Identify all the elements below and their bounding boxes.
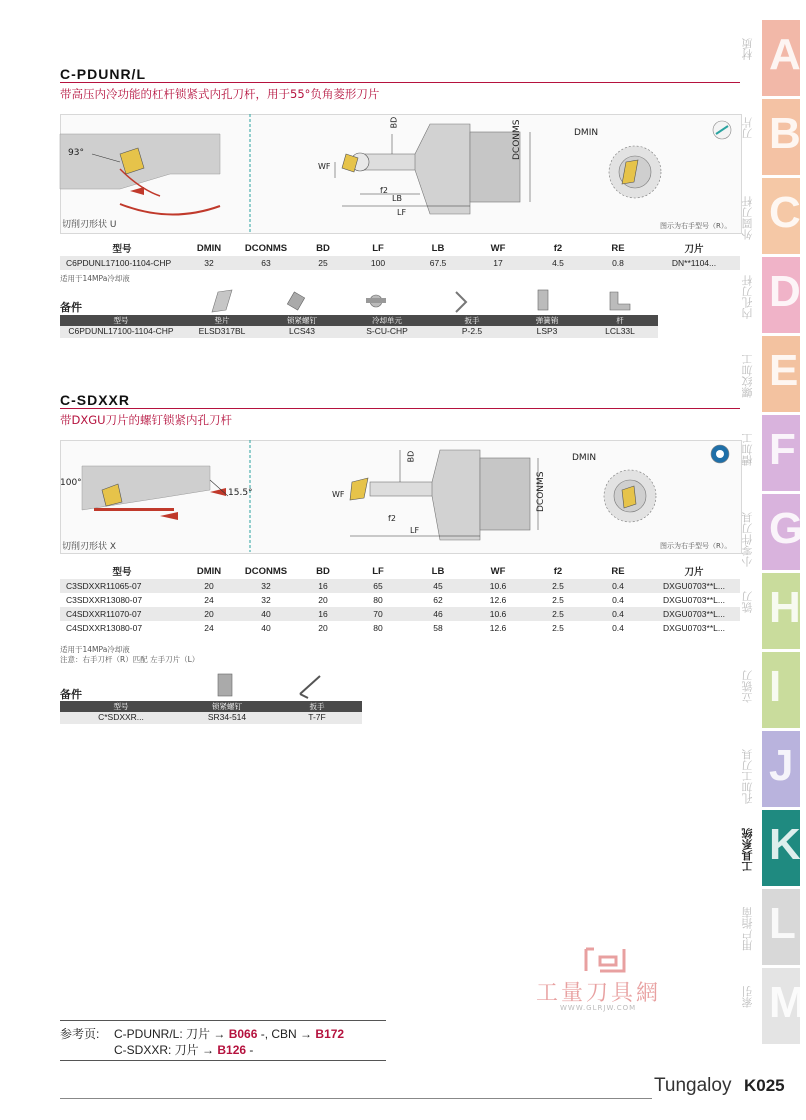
col-lb: LB [431,242,445,254]
cell: 80 [373,623,383,633]
tab-label: 铣刀 [741,591,754,613]
section2-rule [60,408,740,409]
watermark-text: 工量刀具網 [536,981,662,1006]
cell: C3SDXXR13080-07 [66,595,143,605]
col-f2: f2 [553,242,563,254]
col-lf: LF [372,565,384,577]
side-tab-j[interactable] [741,731,800,807]
tab-letter: J [769,741,794,790]
col-bd: BD [316,565,330,577]
tab-letter: A [769,30,801,79]
cell: DXGU0703**L... [663,623,725,633]
wrench-icon [456,292,466,312]
side-tab-m[interactable] [741,968,806,1044]
col-insert: 刀片 [684,567,704,578]
cell: SR34-514 [207,712,247,722]
ref-text: C-PDUNR/L: 刀片 → [114,1027,226,1041]
dim-lb: LB [392,194,402,203]
cell: 16 [298,607,348,621]
side-tab-i[interactable] [741,652,800,728]
parts-col-model: 型号 [113,702,129,711]
cell: DXGU0703**L... [663,595,725,605]
cell: 2.5 [528,579,588,593]
dim-bd: BD [406,450,416,463]
section1-cut-label: 切削刃形状 U [62,220,117,230]
tab-label: 螺纹加工 [741,354,754,398]
col-model: 型号 [112,244,132,255]
dim-bd: BD [389,116,399,129]
tab-letter: K [769,820,801,869]
section1-parts-row [60,326,658,338]
section2-parts-row [60,712,362,724]
tab-label: 立铣刀 [741,670,754,703]
section2-note1: 适用于14MPa冷却液 [60,645,130,654]
section2-parts-icons [200,672,340,700]
section1-spec-table [60,240,740,270]
col-re: RE [611,242,625,254]
cell: 10.6 [468,607,528,621]
tab-label: 外圆刀杆 [741,196,754,240]
cell: C*SDXXR... [98,712,144,722]
cell: LSP3 [536,326,558,336]
dim-wf: WF [318,162,331,171]
parts-col-screw: 锁紧螺钉 [212,702,242,711]
section1-title: C-PDUNR/L [60,66,146,82]
dim-dmin: DMIN [572,453,597,463]
reference-line2 [114,1041,253,1058]
footer-rule [60,1098,652,1099]
ref-link-b126[interactable]: B126 [217,1043,247,1057]
section2-subtitle: 带DXGU刀片的螺钉锁紧内孔刀杆 [60,413,233,427]
table-row [60,256,740,270]
side-tab-c[interactable] [741,178,801,254]
ref-text: C-SDXXR: 刀片 → [114,1043,215,1057]
tab-letter: H [769,583,801,632]
section2-fig-note: 图示为右手型号（R）。 [660,542,732,550]
col-wf: WF [490,242,506,254]
tab-label: 孔加工刀具 [741,749,754,804]
parts-col-screw: 锁紧螺钉 [287,316,317,325]
cell: C3SDXXR11065-07 [60,579,184,593]
cell: 2.5 [552,623,564,633]
tab-label: 索引 [741,986,754,1008]
shim-icon [212,290,232,312]
col-f2: f2 [553,565,563,577]
section1-parts-icons [190,288,650,314]
cell: 80 [373,595,383,605]
cell: P-2.5 [461,326,483,336]
reference-label: 参考页: [60,1027,100,1041]
tab-letter: D [769,267,801,316]
section1-angle: 93° [68,148,84,158]
table-row [60,579,740,593]
dim-dconms: DCONMS [536,471,546,512]
tab-label: 刀片 [741,117,754,139]
side-tab-h[interactable] [741,573,801,649]
ref-text: - [249,1043,254,1057]
tab-letter: B [769,109,801,158]
col-dmin: DMIN [196,565,222,577]
cell: 12.6 [489,623,507,633]
ref-link-b066[interactable]: B066 [228,1027,258,1041]
dim-f2: f2 [380,186,388,195]
col-dconms: DCONMS [244,565,288,577]
dim-lf: LF [397,208,407,217]
cell: 32 [261,595,271,605]
ref-text: -, CBN → [260,1027,313,1041]
cell: 40 [234,607,298,621]
section2-angle2: 15.5° [228,488,253,498]
page-number: K025 [744,1076,785,1095]
cell: 67.5 [408,256,468,270]
cell: 0.4 [588,607,648,621]
section2-angle1: 100° [60,478,82,488]
cell: C6PDUNL17100-1104-CHP [60,256,184,270]
cell: 58 [433,623,443,633]
watermark-url: WWW.GLRJW.COM [560,1004,637,1012]
cell: 45 [408,579,468,593]
table-row [60,621,740,635]
cell: 65 [348,579,408,593]
side-tab-l[interactable] [741,889,800,965]
cell: 62 [433,595,443,605]
cell: 20 [318,595,328,605]
side-tab-e[interactable] [741,336,800,412]
cell: T-7F [308,712,326,722]
cell: C4SDXXR11070-07 [60,607,184,621]
section2-parts-title: 备件 [60,688,82,701]
cell: 0.8 [588,256,648,270]
side-tab-a[interactable] [741,20,801,96]
cell: 70 [348,607,408,621]
side-tab-g[interactable] [741,494,804,570]
col-model: 型号 [112,567,132,578]
section2-title: C-SDXXR [60,392,131,408]
reference-rule-bottom [60,1060,386,1061]
parts-col-model: 型号 [113,316,129,325]
cell: LCS43 [289,326,315,336]
side-tab-b[interactable] [741,99,801,175]
cell: 16 [298,579,348,593]
cell: 10.6 [468,579,528,593]
reference-line1 [114,1025,344,1042]
tab-letter: G [769,504,804,553]
table-row [60,593,740,607]
screw-icon [218,674,232,696]
dim-f2: f2 [388,514,396,523]
dim-lf: LF [410,526,420,535]
section1-note: 适用于14MPa冷却液 [60,274,130,283]
dim-wf: WF [332,490,345,499]
cell: 24 [204,595,214,605]
section1-rule [60,82,740,83]
section1-parts-title: 备件 [60,301,82,314]
cell: 46 [408,607,468,621]
cell: 100 [348,256,408,270]
table-row [60,607,740,621]
section2-cut-label: 切削刃形状 X [62,542,117,552]
screw-icon [287,292,304,310]
ref-link-b172[interactable]: B172 [315,1027,345,1041]
section1-parts-header [60,315,658,326]
parts-col-lever: 杆 [616,316,624,325]
col-bd: BD [316,242,330,254]
tab-letter: E [769,346,799,395]
tab-letter: I [769,662,782,711]
tab-label: 材质 [741,38,754,60]
cell: 24 [204,623,214,633]
tab-label: 小零件刀具 [741,512,754,567]
watermark-logo-icon [580,945,630,975]
cell: S-CU-CHP [366,326,408,336]
cell: DXGU0703**L... [648,607,740,621]
tab-letter: F [769,425,796,474]
parts-col-shim: 垫片 [214,316,230,325]
cell: 40 [261,623,271,633]
side-tab-d[interactable] [741,257,801,333]
cell: 32 [184,256,234,270]
spring-pin-icon [538,290,548,310]
cell: 0.4 [612,595,624,605]
tab-label: 槽加工 [741,433,754,466]
section1-subtitle: 带高压内冷功能的杠杆锁紧式内孔刀杆，用于55°负角菱形刀片 [60,87,380,101]
wrench-icon [300,676,320,694]
cell: 2.5 [552,595,564,605]
cell: LCL33L [605,326,635,336]
cell: 63 [234,256,298,270]
table-header-row [60,563,740,579]
cell: 0.4 [612,623,624,633]
section2-note2: 注意：右手刀杆（R）匹配 左手刀片（L） [60,655,200,664]
reference-rule [60,1020,386,1021]
cell: 20 [184,579,234,593]
cell: 12.6 [489,595,507,605]
tab-label: 工具系统 [741,828,754,872]
cell: 2.5 [528,607,588,621]
section2-drawing [60,440,740,552]
table-header-row [60,240,740,256]
cell: C4SDXXR13080-07 [66,623,143,633]
tab-label: 用户指南 [741,907,754,951]
parts-col-wrench: 扳手 [464,316,480,325]
section2-parts-header [60,701,362,712]
cell: ELSD317BL [198,326,246,336]
col-re: RE [611,565,625,577]
section2-spec-table [60,563,740,635]
section1-fig-note: 图示为右手型号（R）。 [660,222,732,230]
col-lf: LF [372,242,384,254]
parts-col-coolant: 冷却单元 [372,316,402,325]
col-dconms: DCONMS [244,242,288,254]
dim-dconms: DCONMS [512,119,522,160]
cell: DXGU0703**L... [648,579,740,593]
cell: DN**1104... [648,256,740,270]
col-lb: LB [431,565,445,577]
cell: 32 [234,579,298,593]
side-tab-f[interactable] [741,415,800,491]
col-insert: 刀片 [684,244,704,255]
cell: 20 [184,607,234,621]
parts-col-pin: 弹簧销 [535,316,559,325]
cell: C6PDUNL17100-1104-CHP [68,326,174,336]
brand-logo: Tungaloy [654,1075,732,1096]
cell: 20 [318,623,328,633]
col-wf: WF [490,565,506,577]
cell: 25 [298,256,348,270]
tab-letter: C [769,188,801,237]
tab-label: 内孔刀杆 [741,275,754,319]
col-dmin: DMIN [196,242,222,254]
lever-icon [610,292,630,310]
tab-letter: M [769,978,806,1027]
cell: 17 [468,256,528,270]
tab-letter: L [769,899,796,948]
side-tab-k[interactable] [741,810,801,886]
dim-dmin: DMIN [574,128,599,138]
cell: 0.4 [588,579,648,593]
cell: 4.5 [528,256,588,270]
parts-col-wrench: 扳手 [309,702,325,711]
